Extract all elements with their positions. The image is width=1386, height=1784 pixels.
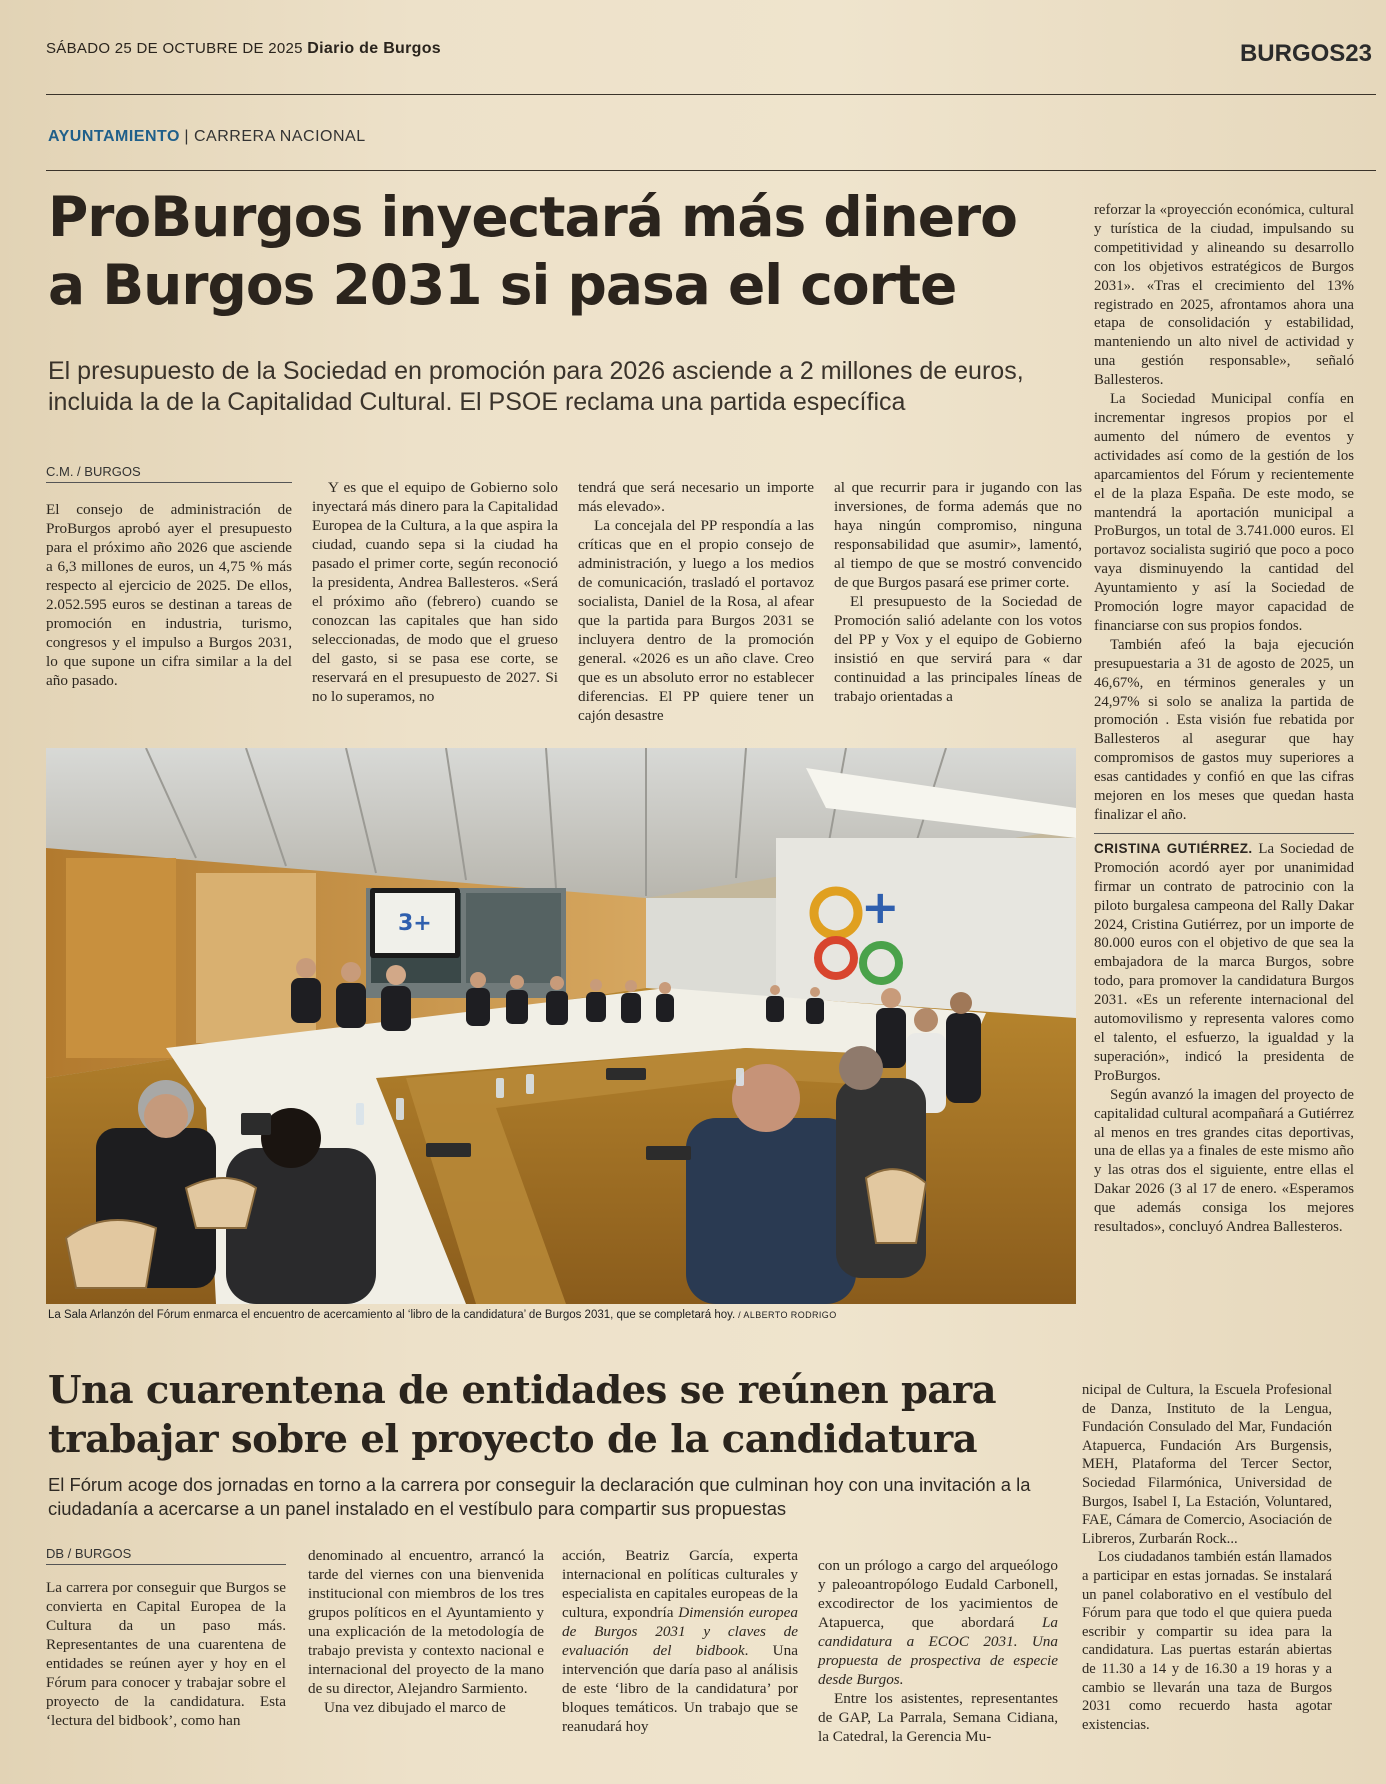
paragraph <box>1094 840 1354 1086</box>
paragraph: El presupuesto de la Sociedad de Promoción salió adelante con los votos del PP y Vox y el equipo de Gobierno insistió en que servirá para « dar continuidad a las principales líneas de trabajo orientadas a <box>834 593 1082 705</box>
article1-column-1 <box>46 500 292 690</box>
svg-text:3+: 3+ <box>398 911 432 936</box>
talk-title: La candidatura a ECOC 2031. Una propuesta de prospectiva de especie desde Burgos. <box>818 1614 1058 1688</box>
paragraph: al que recurrir para ir jugando con las inversiones, de forma además que no haya ningún compromiso, ninguna responsabilidad que asumir», lamentó, al tiempo de que se mostró convencido de que Burgos pasará ese primer corte. <box>834 479 1082 591</box>
paragraph: Según avanzó la imagen del proyecto de capitalidad cultural acompañará a Gutiérrez al menos en tres grandes citas deportivas, una de ellas ya a finales de este mismo año y las otras dos el siguiente, entre ellas el Dakar 2026 (3 al 17 de enero. «Esperamos que además consiga los mejores resultados», concluyó Andrea Ballesteros. <box>1094 1086 1354 1236</box>
article2-column-3 <box>562 1546 798 1736</box>
paragraph-text: . Una intervención que daría paso al análisis de este ‘libro de la candidatura’ por bloques temáticos. Un trabajo que se reanudará hoy <box>562 1642 798 1735</box>
issue-date: SÁBADO 25 DE OCTUBRE DE 2025 <box>46 40 303 57</box>
kicker: AYUNTAMIENTO | CARRERA NACIONAL <box>48 128 366 145</box>
paragraph: tendrá que será necesario un importe más elevado». <box>578 479 814 515</box>
paragraph <box>818 1556 1058 1689</box>
second-headline-line-2: trabajar sobre el proyecto de la candidatura <box>48 1417 978 1462</box>
masthead-date-line <box>46 40 441 58</box>
paragraph: denominado al encuentro, arrancó la tarde del viernes con una bienvenida institucional con miembros de los tres grupos políticos en el Ayuntamiento y una explicación de la metodología de trabajo prevista y contexto nacional e internacional del proyecto de la mano de su director, Alejandro Sarmiento. <box>308 1547 544 1697</box>
article1-column-4 <box>834 478 1082 706</box>
second-subheadline: El Fórum acoge dos jornadas en torno a la carrera por conseguir la declaración que culminan hoy con una invitación a la ciudadanía a acercarse a un panel instalado en el vestíbulo para compartir sus propuestas <box>48 1474 1031 1519</box>
article2-column-2 <box>308 1546 544 1717</box>
section-page-label: BURGOS23 <box>1239 40 1372 67</box>
second-headline <box>48 1366 1088 1464</box>
paragraph: Una vez dibujado el marco de <box>324 1699 506 1716</box>
paragraph: La carrera por conseguir que Burgos se convierta en Capital Europea de la Cultura da un paso más. Representantes de una cuarentena de entidades se reúnen ayer y hoy en el Fórum para conocer y trabajar sobre el proyecto de la candidatura. Esta ‘lectura del bidbook’, como han <box>46 1579 286 1729</box>
article1-column-5 <box>1094 201 1354 1237</box>
kicker-section: AYUNTAMIENTO <box>48 128 180 145</box>
svg-text:+: + <box>861 880 900 934</box>
kicker-topic: CARRERA NACIONAL <box>194 128 366 145</box>
paragraph: El consejo de administración de ProBurgos aprobó ayer el presupuesto para el próximo año 2026 que asciende a 6,3 millones de euros, un 4,75 % más respecto al ejercicio de 2025. De ellos, 2.052.595 euros se destinan a tareas de promoción en industria, turismo, congresos y el impulso a Burgos 2031, lo que supone un cifra similar a la del año pasado. <box>46 501 292 689</box>
article2-column-1 <box>46 1578 286 1730</box>
caption-text: La Sala Arlanzón del Fórum enmarca el encuentro de acercamiento al ‘libro de la candidatura’ de Burgos 2031, que se completará hoy. <box>48 1309 736 1321</box>
headline <box>48 183 1088 319</box>
subheadline: El presupuesto de la Sociedad en promoción para 2026 asciende a 2 millones de euros, incluida la de la Capitalidad Cultural. El PSOE reclama una partida específica <box>48 357 1024 416</box>
paragraph: nicipal de Cultura, la Escuela Profesional de Danza, Instituto de la Lengua, Fundación Consulado del Mar, Fundación Atapuerca, Fundación Ars Burgensis, MEH, Plataforma del Tercer Sector, Sociedad Filarmónica, Universidad de Burgos, Isabel I, La Estación, Voluntared, FAE, Cámara de Comercio, Asociación de Libreros, Zurbarán Rock... <box>1082 1382 1332 1547</box>
headline-line-2: a Burgos 2031 si pasa el corte <box>48 253 957 317</box>
kicker-rule <box>46 170 1376 171</box>
byline: C.M. / BURGOS <box>46 464 292 483</box>
talk-title: Dimensión europea de Burgos 2031 y claves de evaluación del bidbook <box>562 1604 798 1659</box>
article1-column-2 <box>312 478 558 706</box>
paragraph: Los ciudadanos también están llamados a participar en estas jornadas. Se instalará un panel colaborativo en el vestíbulo del Fórum para que todo el que quiera pueda escribir y compartir su idea para la candidatura. Las puertas estarán abiertas de 11.30 a 14 y de 16.30 a 19 horas y a cambio se llevarán una taza de Burgos 2031 como recuerdo hasta agotar existencias. <box>1082 1549 1332 1733</box>
run-in-lead: CRISTINA GUTIÉRREZ. <box>1094 840 1253 856</box>
photo-caption <box>48 1309 1078 1321</box>
article2-column-5 <box>1082 1381 1332 1734</box>
paragraph-text: acción, Beatriz García, experta internacional en políticas culturales y especialista en capitales europeas de la cultura, expondría <box>562 1547 798 1621</box>
paragraph: reforzar la «proyección económica, cultural y turística de la ciudad, impulsando su competitividad y alineando su desarrollo con los objetivos estratégicos de Burgos 2031». «Tras el crecimiento del 13% registrado en 2025, afrontamos ahora una etapa de consolidación y estabilidad, manteniendo un alto nivel de actividad y una gestión responsable», señaló Ballesteros. <box>1094 202 1354 389</box>
second-headline-line-1: Una cuarentena de entidades se reúnen para <box>48 1368 997 1413</box>
paragraph: La concejala del PP respondía a las críticas que en el propio consejo de administración, y luego a los medios de comunicación, trasladó el portavoz socialista, Daniel de la Rosa, al afear que la partida para Burgos 2031 se incluyera dentro de la promoción general. «2026 es un año clave. Creo que es un absoluto error no establecer diferencias. El PP quiere tener un cajón desastre <box>578 517 814 724</box>
paragraph: También afeó la baja ejecución presupuestaria a 31 de agosto de 2025, un 46,67%, en términos generales y un 24,97% si solo se analiza la partida de promoción . Esta visión fue rebatida por Ballesteros al asegurar que hay compromisos de gastos muy superiores a esas cantidades y confió en que las cifras mejoren en los meses que quedan hasta finalizar el año. <box>1094 636 1354 823</box>
paragraph <box>562 1546 798 1736</box>
meeting-photo <box>46 748 1076 1304</box>
column-divider <box>1094 833 1354 834</box>
article1-column-3 <box>578 478 814 725</box>
second-byline: DB / BURGOS <box>46 1546 286 1565</box>
paragraph-text: La Sociedad de Promoción acordó ayer por unanimidad firmar un contrato de patrocinio con la piloto burgalesa campeona del Rally Dakar 2024, Cristina Gutiérrez, por un importe de 80.000 euros con el objetivo de que sea la embajadora de la marca Burgos, sobre todo, para promover la candidatura Burgos 2031. «Es un referente internacional del automovilismo y representa valores como el talento, el esfuerzo, la igualdad y la superación», indicó la presidenta de ProBurgos. <box>1094 840 1354 1084</box>
headline-line-1: ProBurgos inyectará más dinero <box>48 185 1017 249</box>
article2-column-4 <box>818 1556 1058 1746</box>
paragraph-text: con un prólogo a cargo del arqueólogo y paleoantropólogo Eudald Carbonell, excodirector de los yacimientos de Atapuerca, que abordará <box>818 1557 1058 1631</box>
paragraph: La Sociedad Municipal confía en incrementar ingresos propios por el aumento del número de eventos y actividades así como de la gestión de los aparcamientos del Fórum y recientemente el de la plaza España. De este modo, se mantendrá la aportación municipal a ProBurgos, un total de 3.741.000 euros. El portavoz socialista sugirió que poco a poco vaya disminuyendo la cantidad del Ayuntamiento y así la Sociedad de Promoción logre mayor capacidad de financiarse con sus propios fondos. <box>1094 391 1354 634</box>
masthead-rule <box>46 94 1376 95</box>
paragraph: Entre los asistentes, representantes de GAP, La Parrala, Semana Cidiana, la Catedral, la Gerencia Mu- <box>818 1690 1058 1745</box>
meeting-photo-illustration <box>46 748 1076 1304</box>
paragraph: Y es que el equipo de Gobierno solo inyectará más dinero para la Capitalidad Europea de la Cultura, a la que aspira la ciudad, cuando sepa si la ciudad ha pasado el primer corte, según reconoció la presidenta, Andrea Ballesteros. «Será el próximo año (febrero) cuando se conozcan las capitales que han sido seleccionadas, de modo que el grueso del gasto, si se pasa ese corte, se reservará en el presupuesto de 2027. Si no lo superamos, no <box>312 479 558 705</box>
paper-name: Diario de Burgos <box>307 40 442 57</box>
photo-credit: / ALBERTO RODRIGO <box>735 1310 837 1320</box>
